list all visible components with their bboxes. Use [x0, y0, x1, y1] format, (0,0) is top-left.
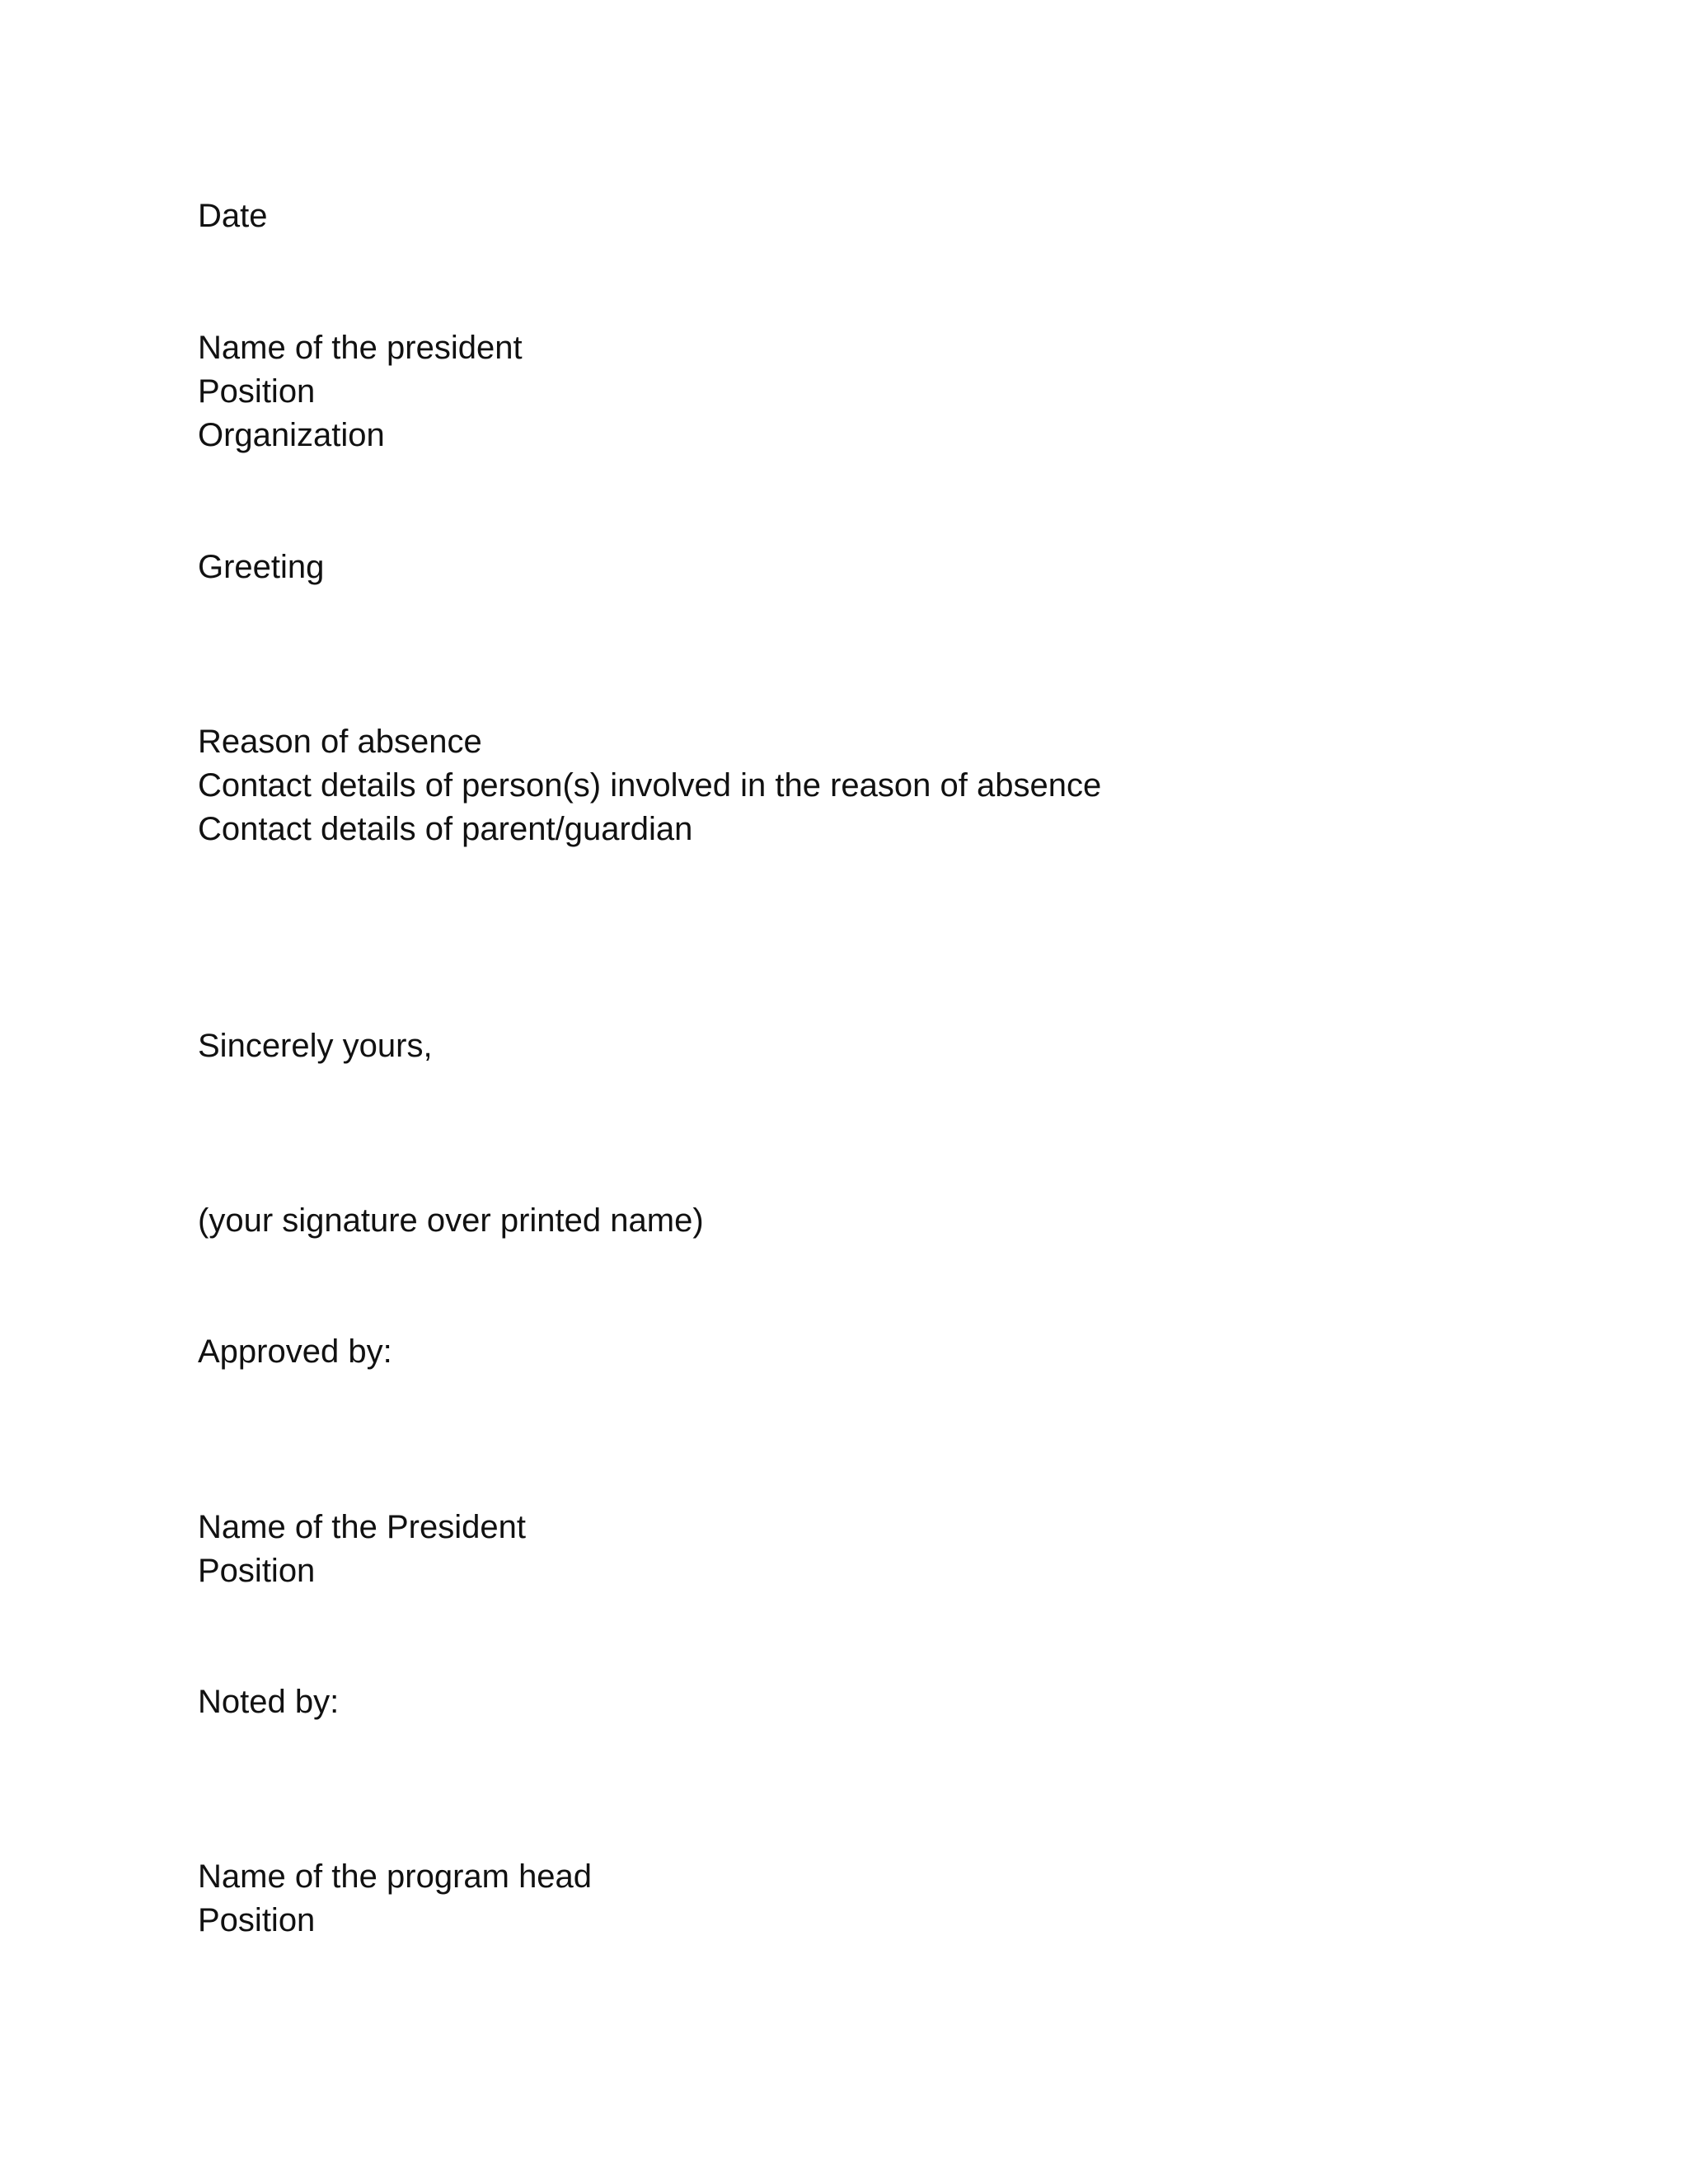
closing-line: Sincerely yours,: [198, 1028, 433, 1064]
recipient-name: Name of the president: [198, 330, 523, 366]
contact-involved: Contact details of person(s) involved in the reason of absence: [198, 767, 1102, 804]
approved-by-label: Approved by:: [198, 1333, 392, 1370]
date-line: Date: [198, 198, 268, 234]
reason-of-absence: Reason of absence: [198, 724, 482, 760]
noted-by-label: Noted by:: [198, 1684, 340, 1720]
approver-position: Position: [198, 1553, 316, 1589]
approver-name: Name of the President: [198, 1509, 526, 1545]
recipient-organization: Organization: [198, 417, 385, 453]
contact-guardian: Contact details of parent/guardian: [198, 811, 693, 847]
signature-line: (your signature over printed name): [198, 1202, 704, 1239]
noter-position: Position: [198, 1902, 316, 1938]
greeting-line: Greeting: [198, 549, 325, 585]
recipient-position: Position: [198, 373, 316, 410]
noter-name: Name of the program head: [198, 1858, 593, 1895]
